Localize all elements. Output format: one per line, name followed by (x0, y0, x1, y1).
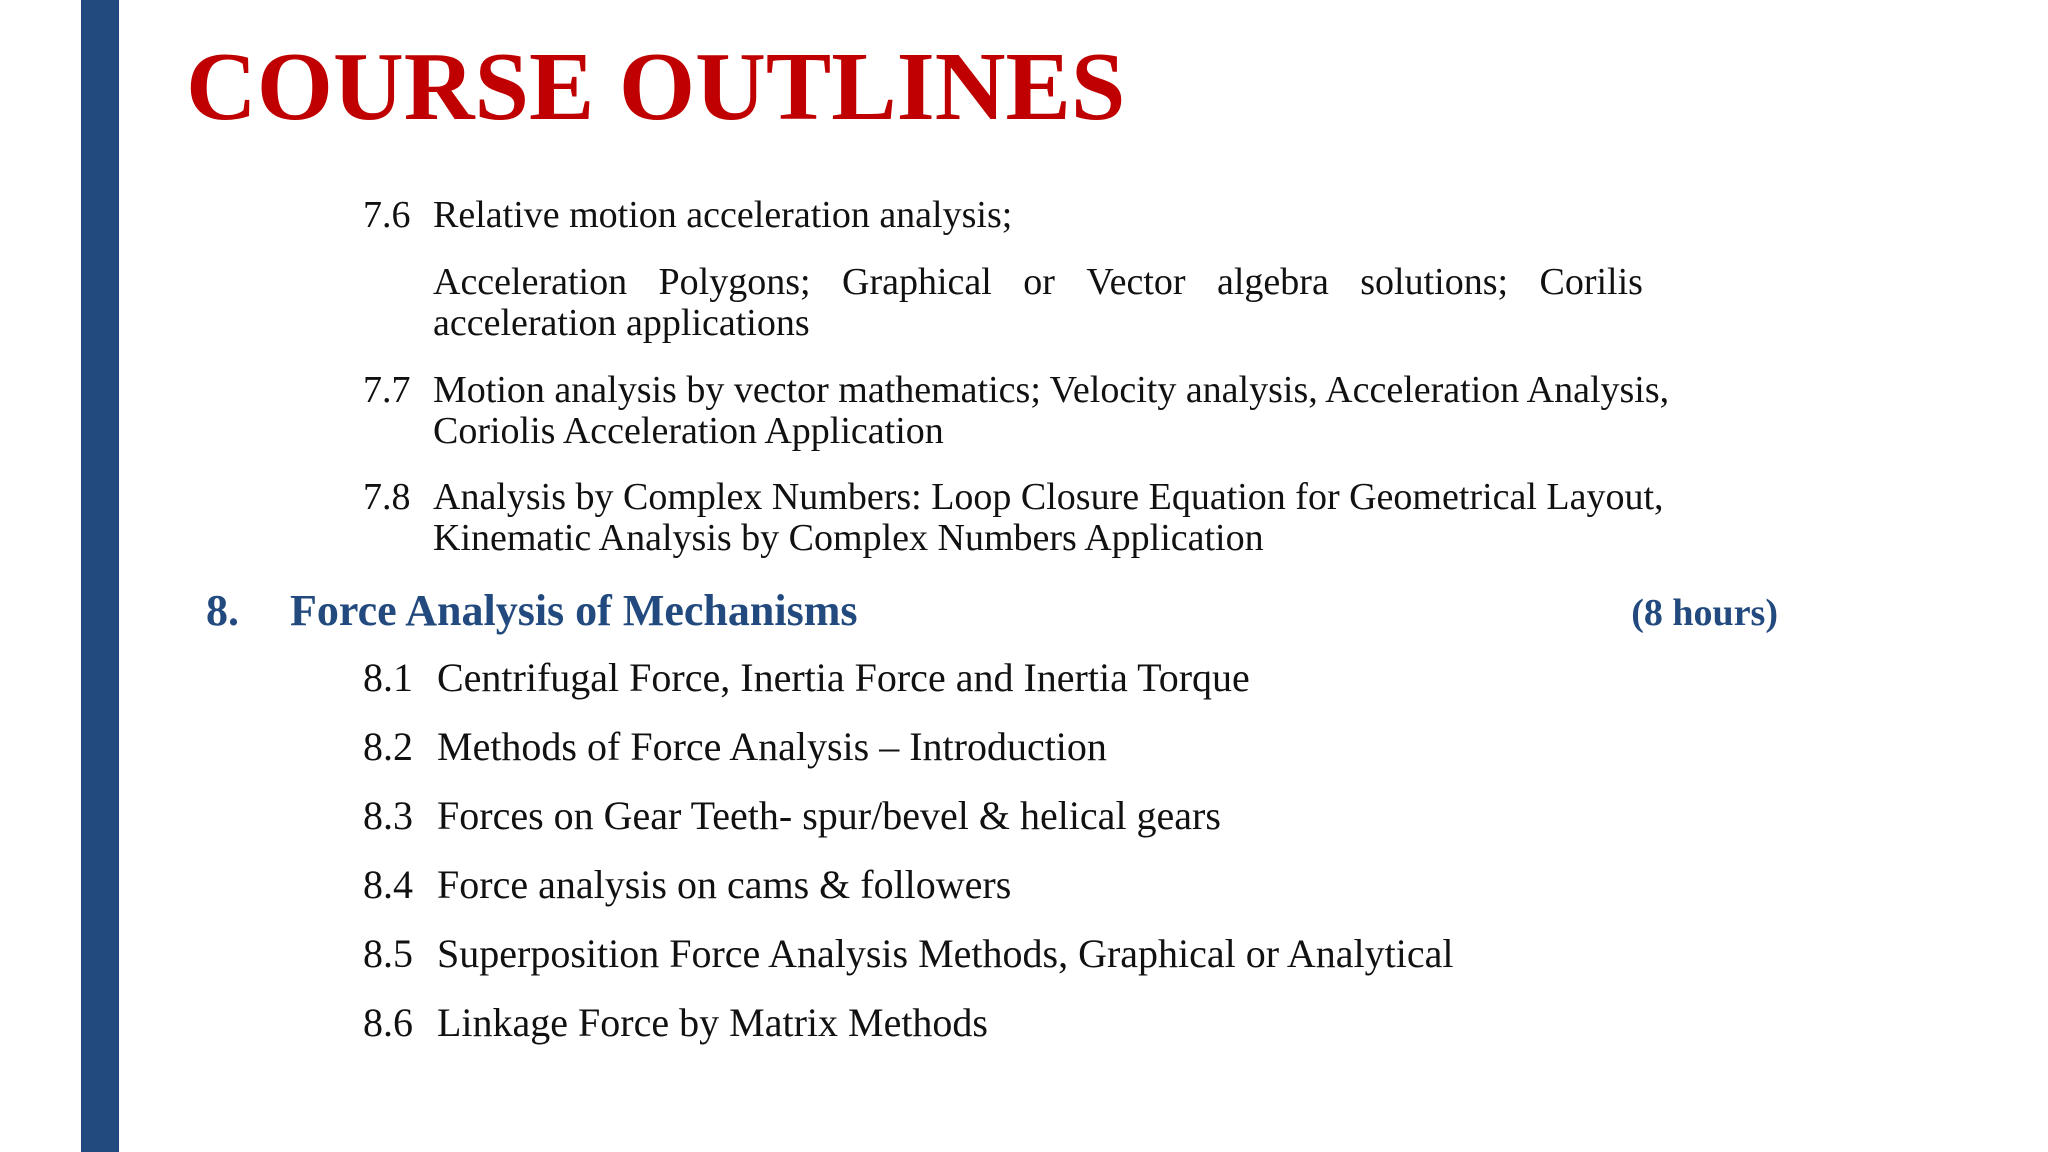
outline-item-8-5 (363, 932, 1454, 976)
item-continuation: Kinematic Analysis by Complex Numbers Application (433, 517, 1264, 559)
page-title: COURSE OUTLINES (186, 33, 1126, 141)
item-text: Relative motion acceleration analysis; (433, 194, 1013, 236)
item-text: Methods of Force Analysis – Introduction (437, 724, 1107, 769)
item-number: 8.4 (363, 862, 413, 907)
item-text: Superposition Force Analysis Methods, Graphical or Analytical (437, 931, 1454, 976)
item-text: Motion analysis by vector mathematics; Velocity analysis, Acceleration Analysis, (433, 369, 1670, 411)
para-word: Polygons; (658, 261, 811, 303)
outline-item-8-4 (363, 863, 1011, 907)
item-number: 7.6 (363, 194, 411, 236)
para-word: Graphical (842, 261, 992, 303)
outline-item-7-8 (363, 477, 1664, 559)
outline-item-8-1 (363, 656, 1250, 700)
para-word: Corilis (1539, 261, 1643, 303)
section-number: 8. (206, 586, 239, 635)
section-heading-8 (206, 586, 1778, 636)
item-number: 7.7 (363, 369, 411, 411)
section-hours: (8 hours) (1631, 592, 1778, 634)
outline-paragraph-7-6 (433, 262, 1643, 344)
item-number: 8.2 (363, 724, 413, 769)
item-continuation: Coriolis Acceleration Application (433, 410, 944, 452)
outline-item-8-2 (363, 725, 1107, 769)
outline-item-8-6 (363, 1001, 988, 1045)
para-word: Vector (1086, 261, 1186, 303)
paragraph-line-1 (433, 262, 1643, 303)
item-text: Forces on Gear Teeth- spur/bevel & helical gears (437, 793, 1221, 838)
outline-item-7-7 (363, 370, 1669, 452)
section-title: Force Analysis of Mechanisms (290, 586, 858, 635)
para-word: solutions; (1360, 261, 1509, 303)
item-text: Linkage Force by Matrix Methods (437, 1000, 988, 1045)
item-number: 7.8 (363, 476, 411, 518)
item-text: Centrifugal Force, Inertia Force and Inertia Torque (437, 655, 1250, 700)
item-number: 8.1 (363, 655, 413, 700)
item-number: 8.6 (363, 1000, 413, 1045)
item-number: 8.5 (363, 931, 413, 976)
item-text: Force analysis on cams & followers (437, 862, 1012, 907)
item-text: Analysis by Complex Numbers: Loop Closure Equation for Geometrical Layout, (433, 476, 1664, 518)
para-word: Acceleration (433, 261, 628, 303)
outline-item-8-3 (363, 794, 1221, 838)
item-number: 8.3 (363, 793, 413, 838)
para-word: or (1023, 261, 1055, 303)
outline-item-7-6 (363, 195, 1012, 236)
paragraph-line-2: acceleration applications (433, 302, 810, 344)
para-word: algebra (1217, 261, 1329, 303)
